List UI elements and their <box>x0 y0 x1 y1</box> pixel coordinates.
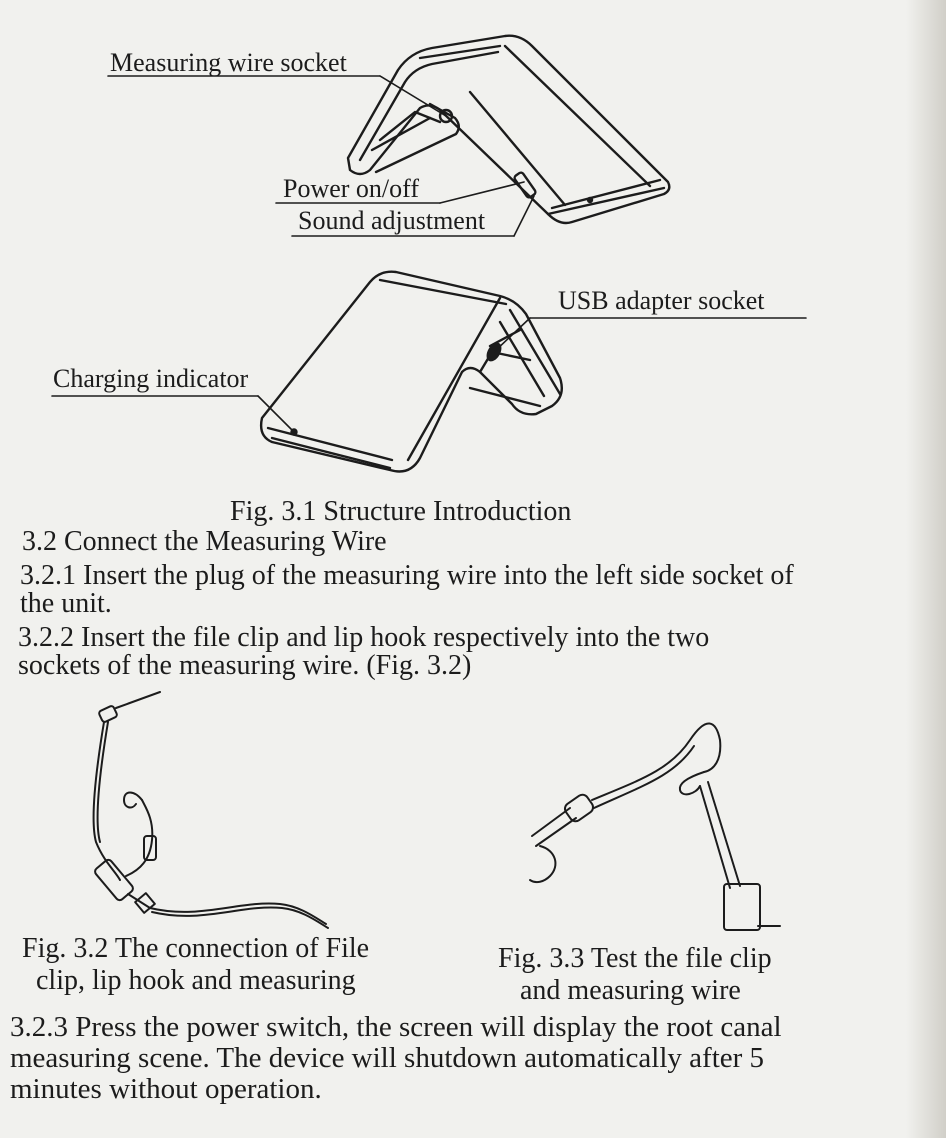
file-clip-drawing <box>530 723 780 930</box>
figure-3-2-caption-line1: Fig. 3.2 The connection of File <box>22 933 370 964</box>
step-3-2-1-line1: 3.2.1 Insert the plug of the measuring wire into the left side socket of <box>20 560 794 591</box>
label-power-on-off: Power on/off <box>283 174 420 203</box>
label-charging-indicator: Charging indicator <box>53 364 249 393</box>
step-3-2-2-line2: sockets of the measuring wire. (Fig. 3.2) <box>18 650 472 681</box>
step-3-2-3-line2: measuring scene. The device will shutdown automatically after 5 <box>10 1042 765 1074</box>
measuring-wire-drawing <box>93 692 328 928</box>
label-sound-adjustment: Sound adjustment <box>298 206 486 235</box>
step-3-2-3-line3: minutes without operation. <box>10 1073 322 1105</box>
figure-3-3-caption-line1: Fig. 3.3 Test the file clip <box>498 943 772 974</box>
label-measuring-wire-socket: Measuring wire socket <box>110 48 347 77</box>
section-3-2-heading: 3.2 Connect the Measuring Wire <box>22 526 387 557</box>
step-3-2-1-line2: the unit. <box>20 588 112 619</box>
figure-3-2-caption-line2: clip, lip hook and measuring <box>36 965 356 996</box>
figure-3-1-caption: Fig. 3.1 Structure Introduction <box>230 496 572 527</box>
step-3-2-3-line1: 3.2.3 Press the power switch, the screen will display the root canal <box>10 1011 782 1043</box>
step-3-2-2-line1: 3.2.2 Insert the file clip and lip hook respectively into the two <box>18 622 710 653</box>
figure-3-3-caption-line2: and measuring wire <box>520 975 741 1006</box>
label-usb-adapter-socket: USB adapter socket <box>558 286 765 315</box>
